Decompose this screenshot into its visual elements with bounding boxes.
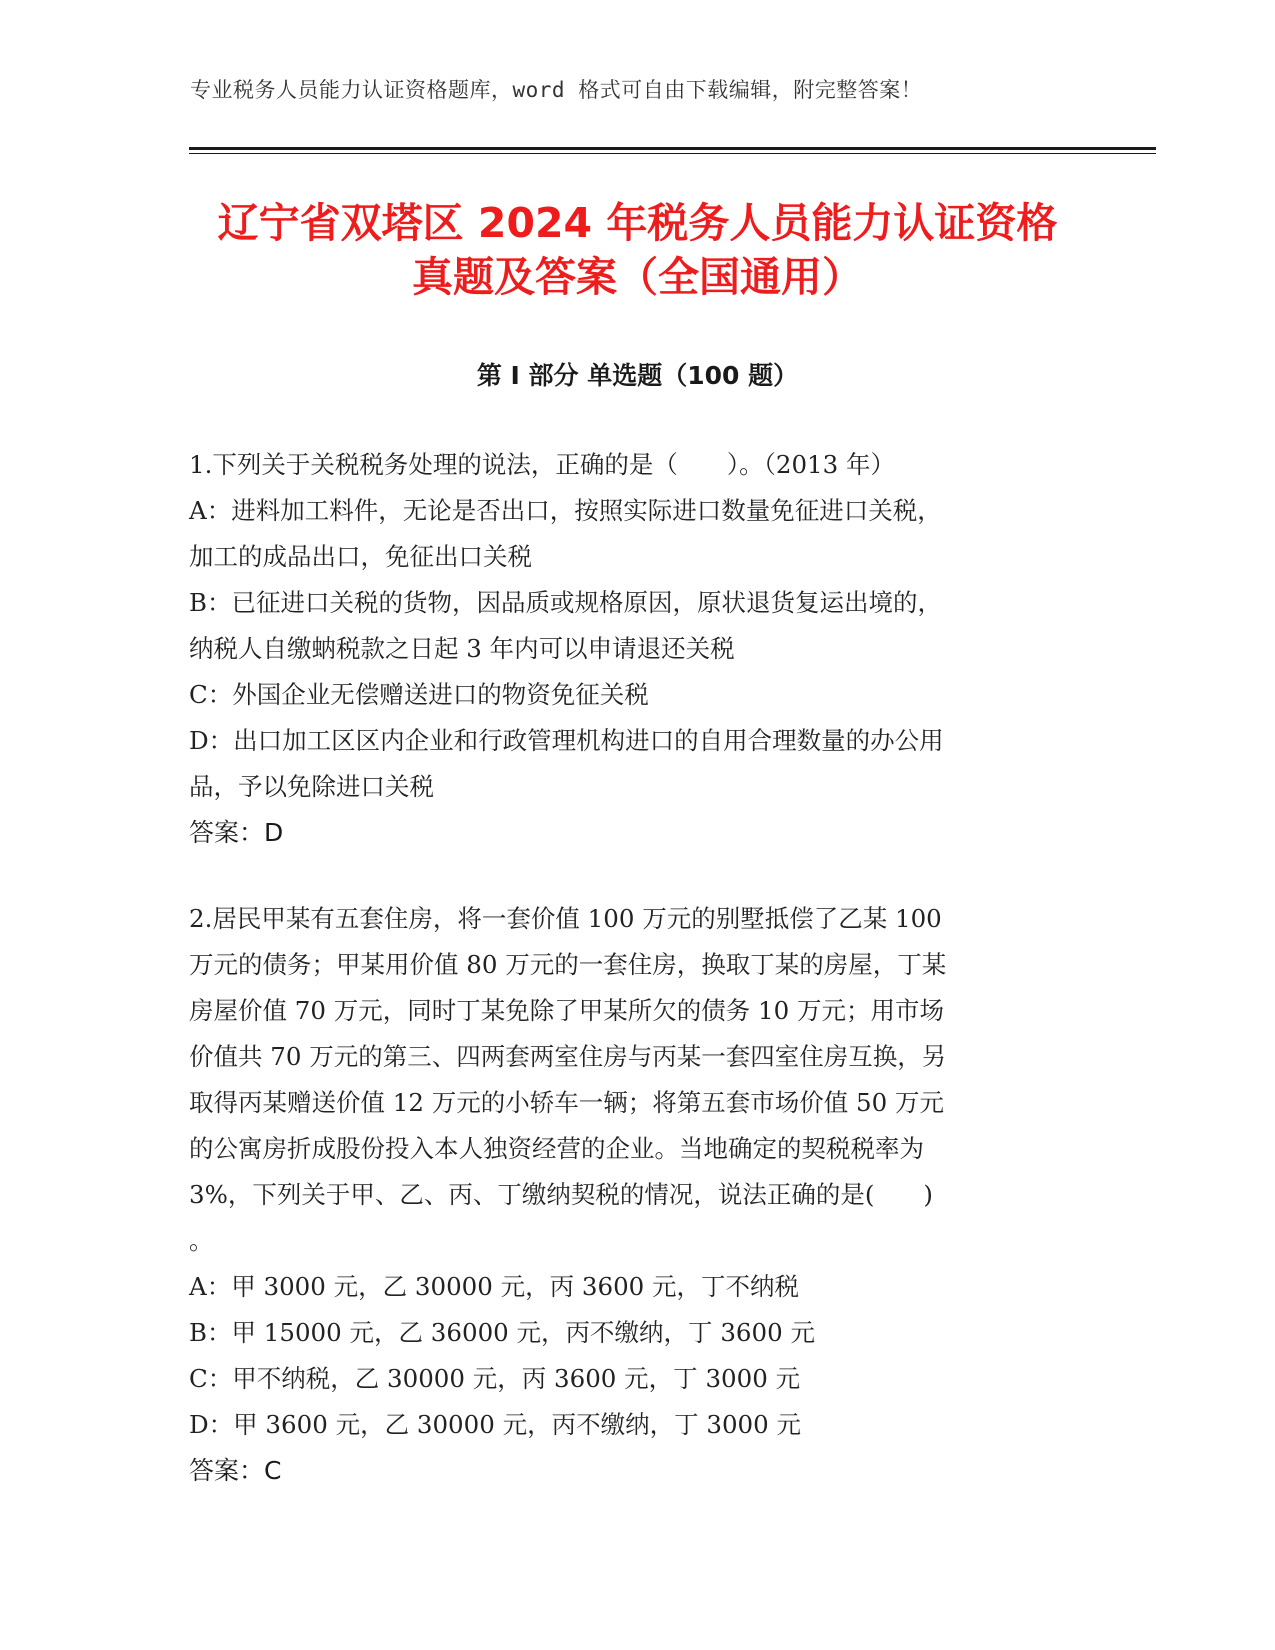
question-stem-line: 。 [189,1226,214,1255]
option-a-line: 加工的成品出口，免征出口关税 [189,542,532,571]
question-stem-line: 价值共 70 万元的第三、四两套两室住房与丙某一套四室住房互换，另 [189,1042,947,1071]
option-b-line: B：甲 15000 元，乙 36000 元，丙不缴纳，丁 3600 元 [189,1318,815,1347]
option-b-line: 纳税人自缴蚋税款之日起 3 年内可以申请退还关税 [189,634,735,663]
question-stem-line: 的公寓房折成股份投入本人独资经营的企业。当地确定的契税税率为 [189,1134,924,1163]
question-stem-line: 3%，下列关于甲、乙、丙、丁缴纳契税的情况，说法正确的是( ) [189,1180,933,1209]
option-d-line: D：出口加工区区内企业和行政管理机构进口的自用合理数量的办公用 [189,726,944,755]
option-d-line: D：甲 3600 元，乙 30000 元，丙不缴纳，丁 3000 元 [189,1410,802,1439]
question-stem-line: 万元的债务；甲某用价值 80 万元的一套住房，换取丁某的房屋，丁某 [189,950,947,979]
option-a-line: A：甲 3000 元，乙 30000 元，丙 3600 元，丁不纳税 [189,1272,800,1301]
question-list [189,442,1089,1494]
question-stem-line: 1.下列关于关税税务处理的说法，正确的是（ ）。（2013 年） [189,450,896,479]
section-title: 第 I 部分 单选题（100 题） [476,361,799,390]
page-header: 专业税务人员能力认证资格题库，word 格式可自由下载编辑，附完整答案！ [190,78,923,102]
question-stem-line: 取得丙某赠送价值 12 万元的小轿车一辆；将第五套市场价值 50 万元 [189,1088,944,1117]
answer-label: 答案：C [189,1456,282,1485]
question-stem-line: 2.居民甲某有五套住房，将一套价值 100 万元的别墅抵偿了乙某 100 [189,904,942,933]
option-d-line: 品，予以免除进口关税 [189,772,434,801]
header-rule-thick [189,147,1156,150]
document-title-line-2: 真题及答案（全国通用） [412,253,863,301]
option-c-line: C：外国企业无偿赠送进口的物资免征关税 [189,680,649,709]
question-2 [189,896,1089,1494]
question-spacer [189,856,1089,896]
question-stem-line: 房屋价值 70 万元，同时丁某免除了甲某所欠的债务 10 万元；用市场 [189,996,944,1025]
answer-label: 答案：D [189,818,284,847]
document-title [150,196,1125,304]
header-rule-thin [189,153,1156,154]
document-title-line-1: 辽宁省双塔区 2024 年税务人员能力认证资格 [217,199,1058,247]
question-1 [189,442,1089,856]
option-b-line: B：已征进口关税的货物，因品质或规格原因，原状退货复运出境的， [189,588,943,617]
option-a-line: A：进料加工料件，无论是否出口，按照实际进口数量免征进口关税， [189,496,942,525]
option-c-line: C：甲不纳税，乙 30000 元，丙 3600 元，丁 3000 元 [189,1364,801,1393]
